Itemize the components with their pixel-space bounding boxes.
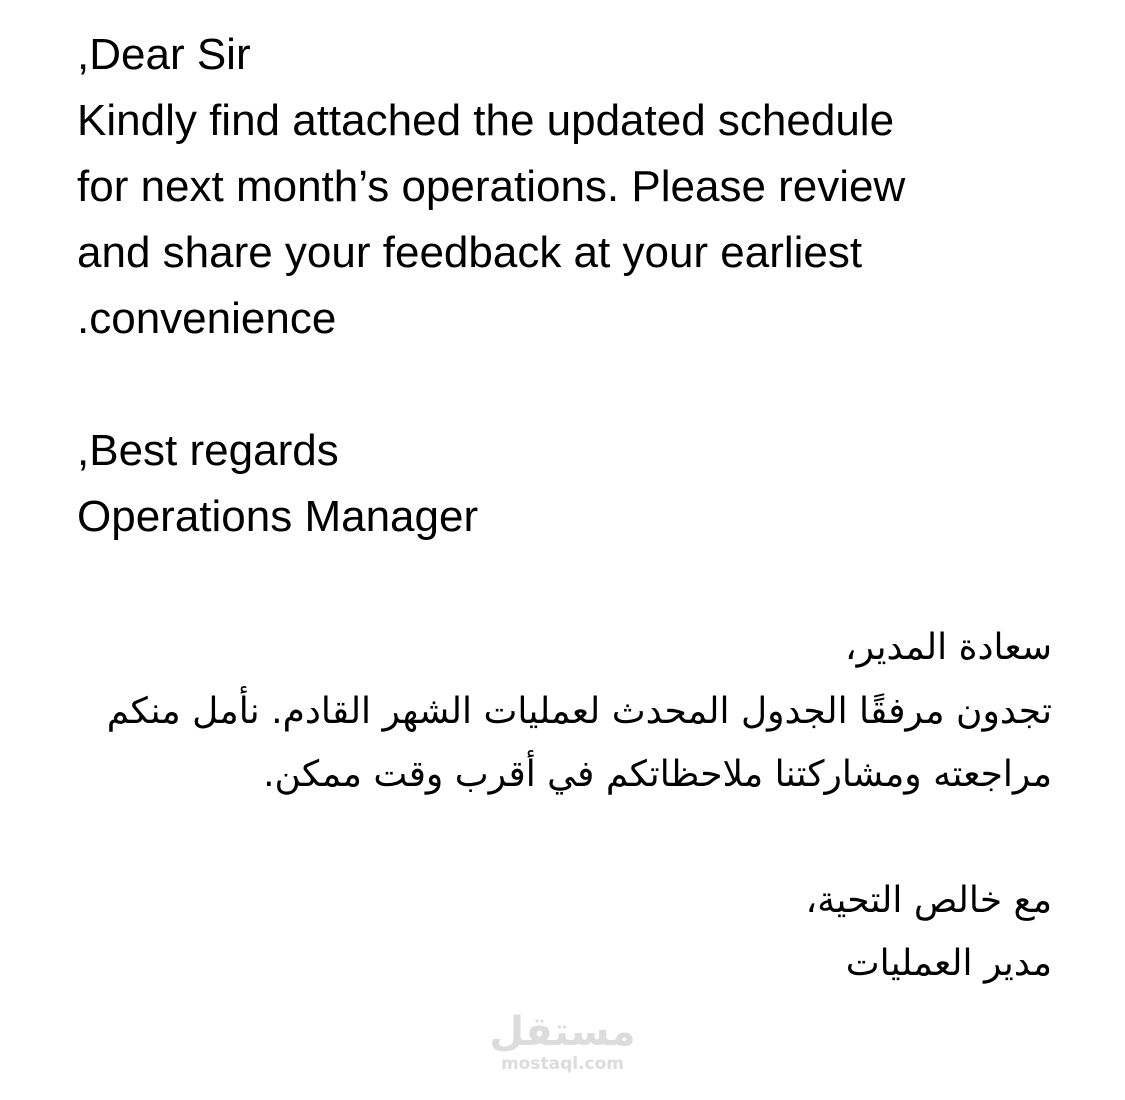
english-letter: [77, 22, 1057, 550]
english-signature: Operations Manager: [77, 492, 479, 541]
english-body-line-4: convenience.: [77, 294, 337, 343]
mostaql-logo: مستقل: [489, 1009, 636, 1055]
mostaql-url: mostaql.com: [500, 1054, 625, 1074]
arabic-body-line-1: تجدون مرفقًا الجدول المحدث لعمليات الشهر القادم. نأمل منكم: [106, 691, 1052, 732]
english-body-line-3: and share your feedback at your earliest: [77, 228, 863, 277]
arabic-body-line-2: مراجعته ومشاركتنا ملاحظاتكم في أقرب وقت ممكن.: [263, 754, 1052, 795]
arabic-closing: مع خالص التحية،: [805, 880, 1052, 921]
english-spacer: [77, 352, 1057, 418]
arabic-signature: مدير العمليات: [845, 943, 1052, 984]
english-closing: Best regards,: [77, 426, 339, 475]
english-greeting: Dear Sir,: [77, 30, 251, 79]
arabic-spacer: [62, 806, 1052, 869]
arabic-letter: [62, 616, 1052, 995]
english-body-line-1: Kindly find attached the updated schedule: [77, 96, 895, 145]
english-body-line-2: for next month’s operations. Please review: [77, 162, 906, 211]
arabic-greeting: سعادة المدير،: [844, 627, 1052, 668]
mostaql-watermark: [480, 1010, 645, 1074]
